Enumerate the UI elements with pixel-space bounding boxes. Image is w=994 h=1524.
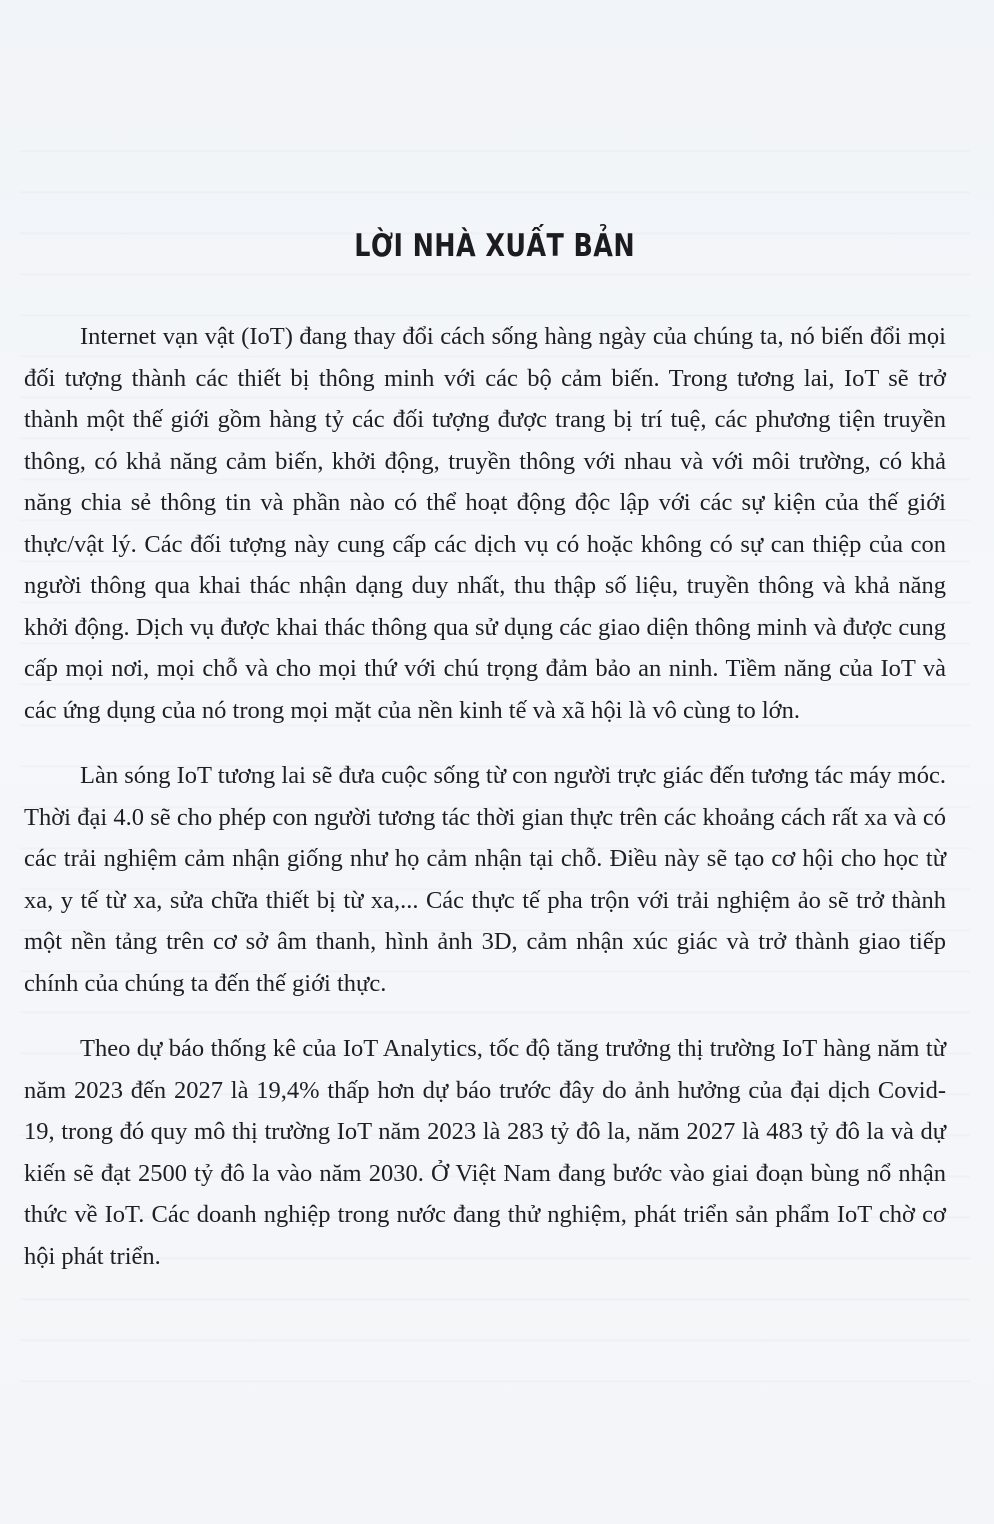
body-text: [24, 316, 946, 1301]
paragraph-3: Theo dự báo thống kê của IoT Analytics, tốc độ tăng trưởng thị trường IoT hàng năm từ năm 2023 đến 2027 là 19,4% thấp hơn dự báo trước đây do ảnh hưởng của đại dịch Covid-19, trong đó quy mô thị trường IoT năm 2023 là 283 tỷ đô la, năm 2027 là 483 tỷ đô la và dự kiến sẽ đạt 2500 tỷ đô la vào năm 2030. Ở Việt Nam đang bước vào giai đoạn bùng nổ nhận thức về IoT. Các doanh nghiệp trong nước đang thử nghiệm, phát triển sản phẩm IoT chờ cơ hội phát triển.: [24, 1035, 946, 1270]
paragraph-1: Internet vạn vật (IoT) đang thay đổi cách sống hàng ngày của chúng ta, nó biến đổi mọi đối tượng thành các thiết bị thông minh với các bộ cảm biến. Trong tương lai, IoT sẽ trở thành một thế giới gồm hàng tỷ các đối tượng được trang bị trí tuệ, các phương tiện truyền thông, có khả năng cảm biến, khởi động, truyền thông với nhau và với môi trường, có khả năng chia sẻ thông tin và phần nào có thể hoạt động độc lập với các sự kiện của thế giới thực/vật lý. Các đối tượng này cung cấp các dịch vụ có hoặc không có sự can thiệp của con người thông qua khai thác nhận dạng duy nhất, thu thập số liệu, truyền thông và khả năng khởi động. Dịch vụ được khai thác thông qua sử dụng các giao diện thông minh và được cung cấp mọi nơi, mọi chỗ và cho mọi thứ với chú trọng đảm bảo an ninh. Tiềm năng của IoT và các ứng dụng của nó trong mọi mặt của nền kinh tế và xã hội là vô cùng to lớn.: [24, 323, 946, 724]
page-title: LỜI NHÀ XUẤT BẢN: [354, 228, 636, 264]
paragraph-2: Làn sóng IoT tương lai sẽ đưa cuộc sống từ con người trực giác đến tương tác máy móc. Thời đại 4.0 sẽ cho phép con người tương tác thời gian thực trên các khoảng cách rất xa và có các trải nghiệm cảm nhận giống như họ cảm nhận tại chỗ. Điều này sẽ tạo cơ hội cho học từ xa, y tế từ xa, sửa chữa thiết bị từ xa,... Các thực tế pha trộn với trải nghiệm ảo sẽ trở thành một nền tảng trên cơ sở âm thanh, hình ảnh 3D, cảm nhận xúc giác và trở thành giao tiếp chính của chúng ta đến thế giới thực.: [24, 762, 946, 997]
